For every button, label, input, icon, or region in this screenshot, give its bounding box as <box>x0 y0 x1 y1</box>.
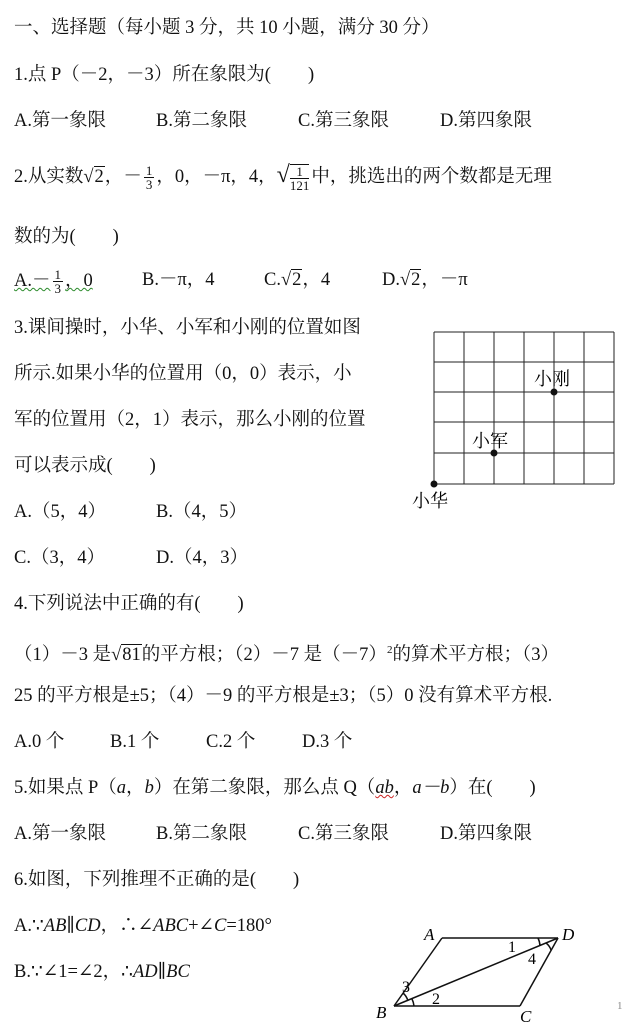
q4-line-2: 25 的平方根是±5；（4）－9 的平方根是±3；（5）0 没有算术平方根. <box>14 686 553 706</box>
vertex-b: B <box>376 1003 387 1022</box>
q2-stem: 2.从实数√2，－ $\frac{1}{3}$ ，0，－π，4，√ $\frac{1}{121}$ 中，挑选出的两个数都是无理 <box>14 162 552 193</box>
q3-line-3: 军的位置用（2，1）表示，那么小刚的位置 <box>14 410 366 430</box>
q5-option-b[interactable]: B.第二象限 <box>156 824 247 844</box>
angle-arc-1 <box>538 938 540 946</box>
section-title: 一、选择题（每小题 3 分，共 10 小题，满分 30 分） <box>14 18 440 38</box>
q1-option-d[interactable]: D.第四象限 <box>440 111 532 131</box>
fraction-one-third <box>144 164 155 191</box>
q6-opt-a-cd: CD <box>74 916 101 936</box>
q2-opt-a-post: ，0 <box>65 270 93 291</box>
q5-option-a[interactable]: A.第一象限 <box>14 824 106 844</box>
q4-option-c[interactable]: C.2 个 <box>206 732 256 752</box>
q6-option-a[interactable] <box>14 914 272 938</box>
vertex-d: D <box>562 925 575 944</box>
q4-option-b[interactable]: B.1 个 <box>110 732 160 752</box>
q3-option-a[interactable]: A.（5，4） <box>14 502 106 522</box>
q6-opt-a-pre: A.∵ <box>14 916 44 936</box>
q1-option-a[interactable]: A.第一象限 <box>14 111 106 131</box>
q2-stem-end: 中，挑选出的两个数都是无理 <box>311 167 552 187</box>
q6-opt-a-c: C <box>214 916 227 936</box>
q4-line1-b: 的平方根；（2）－7 是（－7） <box>141 645 387 666</box>
superscript-2: 2 <box>386 644 393 656</box>
frac-a-den: 3 <box>54 281 61 296</box>
q6-opt-b-pre: B.∵∠1=∠2，∴ <box>14 962 133 982</box>
angle-label-1: 1 <box>508 939 516 956</box>
sqrt-2-c-radicand: 2 <box>292 270 302 290</box>
q5-stem-d: ）在( ) <box>449 778 536 798</box>
frac-num: 1 <box>145 163 153 179</box>
sqrt-2-c: √2 <box>280 270 302 290</box>
q4-option-d[interactable]: D.3 个 <box>302 732 353 752</box>
q3-grid-figure <box>404 325 630 515</box>
frac-den: 3 <box>145 177 153 193</box>
sqrt-2-d-radicand: 2 <box>411 270 421 290</box>
q4-stem: 4.下列说法中正确的有( ) <box>14 594 244 614</box>
grid-lines <box>434 332 614 484</box>
vertex-c: C <box>520 1007 532 1026</box>
fraction-one-third-a <box>53 268 64 295</box>
q6-stem: 6.如图，下列推理不正确的是( ) <box>14 870 300 890</box>
q2-opt-a-pre: A.－ <box>14 270 51 291</box>
q2-opt-d-pre: D. <box>382 270 400 290</box>
q2-minus: － <box>123 167 142 187</box>
label-xiaojun: 小军 <box>472 431 508 451</box>
sqrt-81-radicand: 81 <box>122 645 141 666</box>
q2-stem-start: 2.从实数 <box>14 167 84 187</box>
label-xiaohua: 小华 <box>412 491 448 511</box>
parallel-symbol: ∥ <box>66 916 75 936</box>
q2-option-c[interactable] <box>264 268 330 292</box>
q2-opt-c-post: ，4 <box>302 270 331 290</box>
vertex-a: A <box>424 925 435 944</box>
sqrt-2-d: √2 <box>400 270 421 290</box>
q1-stem: 1.点 P（－2，－3）所在象限为( ) <box>14 65 315 85</box>
q2-opt-c-pre: C. <box>264 270 281 290</box>
q1-option-c[interactable]: C.第三象限 <box>298 111 389 131</box>
q6-opt-a-ab: AB <box>43 916 67 936</box>
sqrt-2: √2 <box>83 167 104 187</box>
q6-opt-a-mid: ，∴∠ <box>100 916 154 936</box>
side-dc <box>520 938 558 1006</box>
parallel-symbol-b: ∥ <box>157 962 167 982</box>
q5-stem-b: ）在第二象限，那么点 Q（ <box>153 778 376 798</box>
sqrt-fraction: √ <box>276 162 290 188</box>
frac2-num: 1 <box>290 165 310 179</box>
q6-opt-a-abc: ABC <box>153 916 189 936</box>
q6-opt-b-bc: BC <box>166 962 190 982</box>
q3-line-1: 3.课间操时，小华、小军和小刚的位置如图 <box>14 318 361 338</box>
q6-parallelogram-figure <box>370 918 590 1026</box>
q2-option-d[interactable] <box>382 268 468 292</box>
angle-label-4: 4 <box>528 951 536 968</box>
q5-var-a: a <box>116 778 127 798</box>
angle-arc-2 <box>412 999 414 1006</box>
q1-option-b[interactable]: B.第二象限 <box>156 111 247 131</box>
q4-line1-c: 的算术平方根；（3） <box>392 645 559 666</box>
q5-var-b: b <box>144 778 154 798</box>
q2-stem-cont: 数的为( ) <box>14 227 119 247</box>
q6-opt-a-plus: +∠ <box>188 916 215 936</box>
q5-stem <box>14 776 536 800</box>
q5-option-d[interactable]: D.第四象限 <box>440 824 532 844</box>
q2-option-b[interactable]: B.－π，4 <box>142 270 215 290</box>
q3-option-d[interactable]: D.（4，3） <box>156 548 248 568</box>
q5-option-c[interactable]: C.第三象限 <box>298 824 389 844</box>
q5-var-a-minus-b: a－b <box>412 778 450 798</box>
q5-comma: ， <box>126 778 145 798</box>
sqrt-81: √81 <box>111 645 141 666</box>
q3-line-4: 可以表示成( ) <box>14 456 156 476</box>
label-xiaogang: 小刚 <box>534 369 570 389</box>
q6-opt-b-ad: AD <box>132 962 158 982</box>
q3-line-2: 所示.如果小华的位置用（0，0）表示，小 <box>14 364 352 384</box>
point-xiaogang <box>551 389 558 396</box>
q4-option-a[interactable]: A.0 个 <box>14 732 65 752</box>
q5-var-ab: ab <box>375 778 394 798</box>
q2-mid: ，0，－π，4， <box>156 167 277 187</box>
angle-label-3: 3 <box>402 979 410 996</box>
point-xiaohua <box>431 481 438 488</box>
q3-option-b[interactable]: B.（4，5） <box>156 502 247 522</box>
q5-stem-c: ， <box>393 778 413 798</box>
q2-opt-d-post: ，－π <box>421 270 468 290</box>
q3-option-c[interactable]: C.（3，4） <box>14 548 105 568</box>
page-number: 1 <box>617 1000 623 1012</box>
q5-stem-a: 5.如果点 P（ <box>14 778 117 798</box>
frac2-den: 121 <box>289 177 310 193</box>
sqrt-2-radicand: 2 <box>94 167 104 187</box>
frac-a-num: 1 <box>54 267 61 282</box>
q4-line-1 <box>14 638 559 667</box>
q4-line1-a: （1）－3 是 <box>14 645 112 666</box>
q6-option-b[interactable] <box>14 960 190 984</box>
angle-arc-4 <box>546 943 551 950</box>
angle-label-2: 2 <box>432 991 440 1008</box>
q6-opt-a-end: =180° <box>226 916 272 936</box>
fraction-one-over-121 <box>290 164 310 192</box>
